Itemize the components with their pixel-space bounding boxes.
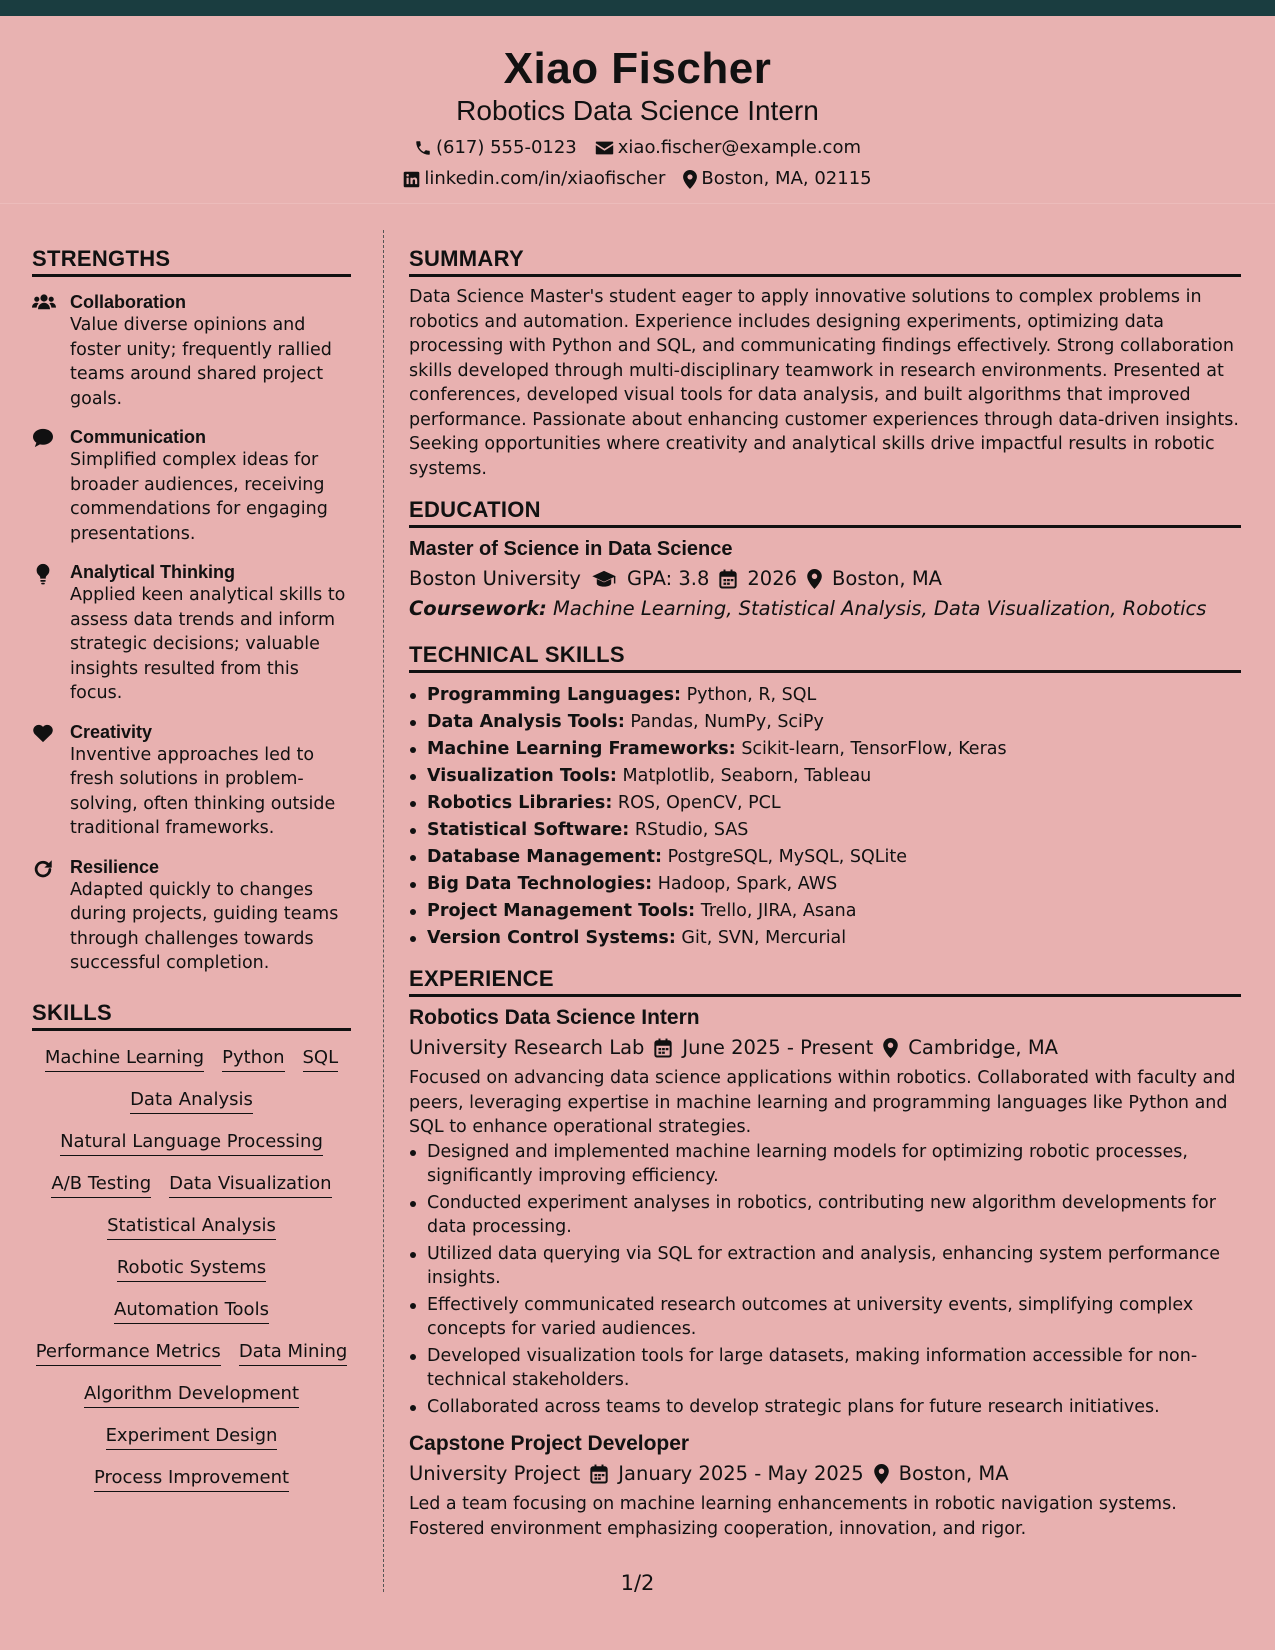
job-org: University Research Lab	[409, 1036, 645, 1059]
tech-value: PostgreSQL, MySQL, SQLite	[667, 847, 908, 867]
school-name: Boston University	[409, 567, 581, 590]
experience-heading: EXPERIENCE	[409, 966, 1241, 997]
skill-chip: Algorithm Development	[84, 1383, 299, 1408]
school-location: Boston, MA	[832, 567, 942, 590]
strength-item	[32, 426, 351, 546]
tech-label: Version Control Systems:	[427, 928, 676, 948]
job-description: Led a team focusing on machine learning enhancements in robotic navigation systems. Fostered environment emphasizing cooperation, innovation, and rigor.	[409, 1494, 1177, 1539]
technical-skills-heading: TECHNICAL SKILLS	[409, 642, 1241, 673]
lightbulb-icon	[32, 561, 70, 706]
skill-chip: Robotic Systems	[117, 1257, 266, 1282]
calendar-icon	[590, 1464, 608, 1484]
strength-item	[32, 561, 351, 706]
users-icon	[32, 291, 70, 411]
strength-title: Collaboration	[70, 292, 186, 312]
coursework	[409, 596, 1241, 622]
tech-value: ROS, OpenCV, PCL	[617, 793, 781, 813]
tech-label: Visualization Tools:	[427, 766, 617, 786]
skill-chip: Experiment Design	[106, 1425, 278, 1450]
job-description: Focused on advancing data science applications within robotics. Collaborated with faculty and peers, leveraging expertise in machine learning and programming languages like Python and SQL to enhance operational strategies.	[409, 1068, 1236, 1137]
page-number: 1/2	[620, 1571, 655, 1595]
strength-desc: Simplified complex ideas for broader audiences, receiving commendations for engaging presentations.	[70, 450, 328, 544]
skill-chip: Machine Learning	[45, 1047, 204, 1072]
strength-title: Creativity	[70, 721, 153, 742]
skill-chip: Statistical Analysis	[107, 1215, 276, 1240]
skills-list	[32, 1047, 351, 1492]
job-dates: January 2025 - May 2025	[618, 1462, 864, 1485]
candidate-name: Xiao Fischer	[503, 44, 772, 93]
phone-text[interactable]: (617) 555-0123	[435, 137, 577, 158]
job-location: Cambridge, MA	[908, 1036, 1058, 1059]
tech-value: Matplotlib, Seaborn, Tableau	[622, 766, 872, 786]
skill-chip: Data Visualization	[169, 1173, 331, 1198]
job-title: Capstone Project Developer	[409, 1432, 690, 1455]
map-marker-icon	[874, 1464, 889, 1484]
comment-icon	[32, 426, 70, 546]
contact-row-1	[0, 137, 1275, 159]
tech-value: Trello, JIRA, Asana	[700, 901, 857, 921]
skill-chip: Process Improvement	[94, 1467, 289, 1492]
tech-value: Pandas, NumPy, SciPy	[630, 712, 824, 732]
tech-label: Data Analysis Tools:	[427, 712, 625, 732]
contact-row-2	[0, 168, 1275, 190]
skill-chip: Automation Tools	[114, 1299, 269, 1324]
list-item: Effectively communicated research outcomes at university events, simplifying complex concepts for varied audiences.	[409, 1293, 1241, 1342]
redo-icon	[32, 856, 70, 976]
skill-chip: Natural Language Processing	[60, 1131, 323, 1156]
job-dates: June 2025 - Present	[682, 1036, 874, 1059]
strength-desc: Inventive approaches led to fresh solutions in problem-solving, often thinking outside traditional frameworks.	[70, 744, 336, 838]
list-item	[409, 790, 1241, 817]
strength-item	[32, 856, 351, 976]
map-marker-icon	[883, 1038, 898, 1058]
list-item	[409, 709, 1241, 736]
calendar-icon	[719, 569, 737, 589]
skill-chip: Data Mining	[239, 1341, 347, 1366]
resume-header	[0, 16, 1275, 204]
strength-desc: Adapted quickly to changes during projects, guiding teams through challenges towards successful completion.	[70, 879, 339, 973]
column-divider	[383, 230, 384, 1592]
linkedin-icon	[403, 171, 420, 188]
email-link[interactable]: xiao.fischer@example.com	[617, 137, 862, 158]
job-meta	[409, 1461, 1241, 1487]
coursework-label: Coursework:	[409, 597, 547, 620]
strength-desc: Value diverse opinions and foster unity; frequently rallied teams around shared project goals.	[70, 315, 332, 409]
tech-label: Statistical Software:	[427, 820, 630, 840]
linkedin-contact	[403, 168, 665, 190]
tech-label: Project Management Tools:	[427, 901, 696, 921]
list-item	[409, 736, 1241, 763]
education-heading: EDUCATION	[409, 497, 1241, 528]
skills-heading: SKILLS	[32, 1000, 351, 1031]
list-item: Collaborated across teams to develop strategic plans for future research initiatives.	[409, 1395, 1241, 1420]
tech-label: Robotics Libraries:	[427, 793, 613, 813]
top-bar	[0, 0, 1275, 16]
summary-text: Data Science Master's student eager to apply innovative solutions to complex problems in robotics and automation. Experience includes designing experiments, optimizing data processing with Python and SQL, and communicating findings effectively. Strong collaboration skills developed through multi-disciplinary teamwork in research environments. Presented at conferences, developed visual tools for data analysis, and built algorithms that improved performance. Passionate about enhancing customer experiences through data-driven insights. Seeking opportunities where creativity and analytical skills drive impactful results in robotic systems.	[409, 287, 1239, 479]
right-column	[409, 246, 1241, 1541]
strength-title: Resilience	[70, 856, 160, 877]
list-item: Developed visualization tools for large datasets, making information accessible for non-technical stakeholders.	[409, 1344, 1241, 1393]
list-item	[409, 763, 1241, 790]
gpa-text: GPA: 3.8	[626, 567, 710, 590]
graduation-cap-icon	[591, 570, 617, 588]
list-item: Conducted experiment analyses in robotics, contributing new algorithm developments for data processing.	[409, 1191, 1241, 1240]
coursework-list: Machine Learning, Statistical Analysis, Data Visualization, Robotics	[553, 597, 1207, 620]
envelope-icon	[595, 140, 614, 156]
skill-chip: SQL	[303, 1047, 339, 1072]
technical-skills-list	[409, 682, 1241, 952]
tech-label: Programming Languages:	[427, 685, 682, 705]
list-item	[409, 925, 1241, 952]
strengths-heading: STRENGTHS	[32, 246, 351, 277]
candidate-title: Robotics Data Science Intern	[456, 95, 819, 126]
job-meta	[409, 1035, 1241, 1061]
skill-chip: Performance Metrics	[36, 1341, 221, 1366]
map-marker-icon	[683, 170, 697, 189]
calendar-icon	[654, 1038, 672, 1058]
phone-contact	[414, 137, 577, 159]
job-bullets	[409, 1140, 1241, 1420]
list-item	[409, 898, 1241, 925]
summary-heading: SUMMARY	[409, 246, 1241, 277]
tech-label: Big Data Technologies:	[427, 874, 653, 894]
strength-title: Analytical Thinking	[70, 562, 236, 582]
job-title: Robotics Data Science Intern	[409, 1006, 700, 1029]
strength-item	[32, 291, 351, 411]
list-item	[409, 844, 1241, 871]
list-item: Designed and implemented machine learning models for optimizing robotic processes, significantly improving efficiency.	[409, 1140, 1241, 1189]
heart-icon	[32, 721, 70, 841]
location-contact	[683, 168, 871, 190]
tech-label: Machine Learning Frameworks:	[427, 739, 736, 759]
tech-value: Python, R, SQL	[686, 685, 817, 705]
job-location: Boston, MA	[898, 1462, 1009, 1485]
tech-value: Hadoop, Spark, AWS	[657, 874, 838, 894]
list-item	[409, 817, 1241, 844]
list-item	[409, 682, 1241, 709]
job-org: University Project	[409, 1462, 581, 1485]
graduation-year: 2026	[747, 567, 798, 590]
skill-chip: Python	[222, 1047, 284, 1072]
left-column	[32, 246, 351, 1492]
skill-chip: A/B Testing	[51, 1173, 151, 1198]
map-marker-icon	[807, 569, 822, 589]
tech-value: RStudio, SAS	[634, 820, 749, 840]
location-text: Boston, MA, 02115	[701, 168, 872, 189]
linkedin-link[interactable]: linkedin.com/in/xiaofischer	[424, 168, 666, 189]
list-item	[409, 871, 1241, 898]
tech-value: Scikit-learn, TensorFlow, Keras	[741, 739, 1007, 759]
strength-item	[32, 721, 351, 841]
education-meta	[409, 566, 1241, 592]
skill-chip: Data Analysis	[130, 1089, 253, 1114]
degree-title: Master of Science in Data Science	[409, 538, 733, 560]
phone-icon	[414, 139, 432, 157]
list-item: Utilized data querying via SQL for extraction and analysis, enhancing system performance insights.	[409, 1242, 1241, 1291]
strength-desc: Applied keen analytical skills to assess data trends and inform strategic decisions; valuable insights resulted from this focus.	[70, 585, 346, 703]
tech-label: Database Management:	[427, 847, 663, 867]
email-contact	[595, 137, 861, 159]
strength-title: Communication	[70, 427, 207, 447]
tech-value: Git, SVN, Mercurial	[681, 928, 847, 948]
